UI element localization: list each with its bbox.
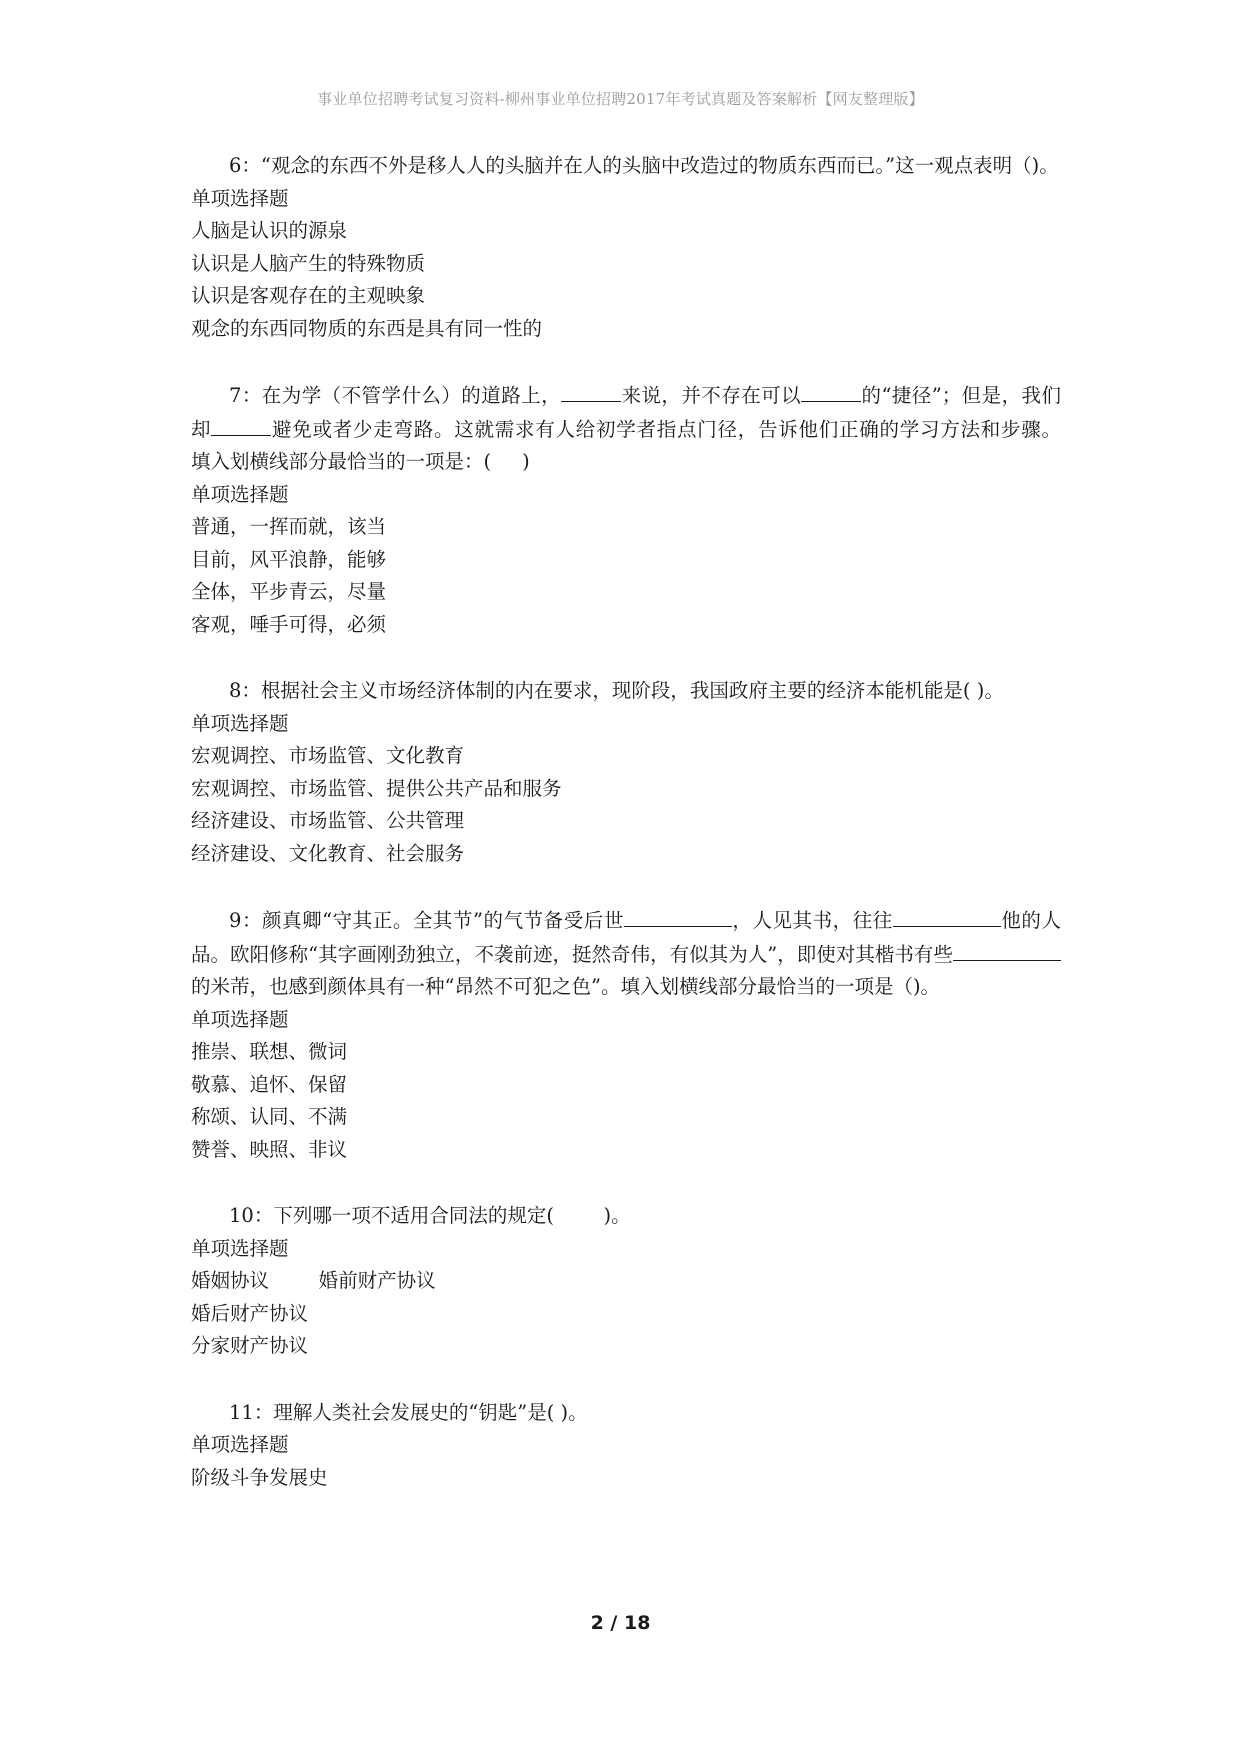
question-type: 单项选择题 xyxy=(191,186,289,210)
question-10 xyxy=(191,1200,1061,1363)
option-c: 全体，平步青云，尽量 xyxy=(191,580,387,603)
question-stem: 8：根据社会主义市场经济体制的内在要求，现阶段，我国政府主要的经济本能机能是( )。 xyxy=(229,679,1004,702)
question-7 xyxy=(191,379,1111,641)
question-type: 单项选择题 xyxy=(191,482,289,506)
option-b: 婚后财产协议 xyxy=(191,1301,309,1325)
stem-text: ，人见其书，往往 xyxy=(731,909,893,932)
fill-blank xyxy=(624,904,732,927)
fill-blank xyxy=(953,938,1061,961)
stem-text: 来说，并不存在可以 xyxy=(621,384,802,407)
option-c: 认识是客观存在的主观映象 xyxy=(191,284,426,307)
question-stem: 6：“观念的东西不外是移人人的头脑并在人的头脑中改造过的物质东西而已。”这一观点表明（)。 xyxy=(229,154,1059,177)
option-a: 推崇、联想、微词 xyxy=(191,1040,348,1063)
question-8 xyxy=(191,675,1061,870)
page-header: 事业单位招聘考试复习资料-柳州事业单位招聘2017年考试真题及答案解析【网友整理版】 xyxy=(317,90,924,108)
option-d: 经济建设、文化教育、社会服务 xyxy=(191,841,465,865)
stem-text: 的“捷径”；但是，我们却 xyxy=(191,384,1061,441)
stem-text: 的米芾，也感到颜体具有一种“昂然不可犯之色”。填入划横线部分最恰当的一项是（)。 xyxy=(191,975,941,998)
option-a: 人脑是认识的源泉 xyxy=(191,219,348,242)
fill-blank xyxy=(893,904,1001,927)
option-b: 敬慕、追怀、保留 xyxy=(191,1072,348,1096)
fill-blank xyxy=(561,379,621,402)
fill-blank xyxy=(801,379,861,402)
stem-text: 7：在为学（不管学什么）的道路上， xyxy=(229,384,562,407)
question-type: 单项选择题 xyxy=(191,711,289,735)
stem-text: 他的人品。欧阳修称“其字画刚劲独立，不袭前迹，挺然奇伟，有似其为人”，即使对其楷书有些 xyxy=(191,909,1061,966)
option-b: 宏观调控、市场监管、提供公共产品和服务 xyxy=(191,776,562,800)
fill-blank xyxy=(211,413,271,436)
option-b: 认识是人脑产生的特殊物质 xyxy=(191,251,426,275)
option-a: 宏观调控、市场监管、文化教育 xyxy=(191,744,465,767)
option-a: 婚姻协议 婚前财产协议 xyxy=(191,1269,436,1292)
question-stem xyxy=(191,904,1061,1004)
option-c: 分家财产协议 xyxy=(191,1334,309,1357)
page-number: 2 / 18 xyxy=(590,1612,651,1634)
stem-text: 9：颜真卿“守其正。全其节”的气节备受后世 xyxy=(229,909,624,932)
option-d: 赞誉、映照、非议 xyxy=(191,1137,348,1161)
question-stem: 11：理解人类社会发展史的“钥匙”是( )。 xyxy=(229,1400,588,1424)
question-type: 单项选择题 xyxy=(191,1433,289,1456)
option-a: 普通，一挥而就，该当 xyxy=(191,515,387,538)
option-d: 客观，唾手可得，必须 xyxy=(191,612,387,636)
option-c: 经济建设、市场监管、公共管理 xyxy=(191,809,465,832)
question-6 xyxy=(191,150,1061,345)
question-9 xyxy=(191,904,1061,1166)
option-d: 观念的东西同物质的东西是具有同一性的 xyxy=(191,316,543,340)
question-stem xyxy=(191,379,1111,479)
option-a: 阶级斗争发展史 xyxy=(191,1465,328,1489)
question-type: 单项选择题 xyxy=(191,1007,289,1031)
option-c: 称颂、认同、不满 xyxy=(191,1105,348,1128)
question-stem: 10：下列哪一项不适用合同法的规定( )。 xyxy=(229,1204,631,1227)
document-body xyxy=(191,150,1111,1528)
stem-text: 避免或者少走弯路。这就需求有人给初学者指点门径，告诉他们正确的学习方法和步骤。 填入划横线部分最恰当的一项是：( ) xyxy=(191,417,1111,473)
question-type: 单项选择题 xyxy=(191,1236,289,1260)
option-b: 目前，风平浪静，能够 xyxy=(191,547,387,571)
question-11 xyxy=(191,1397,1061,1495)
